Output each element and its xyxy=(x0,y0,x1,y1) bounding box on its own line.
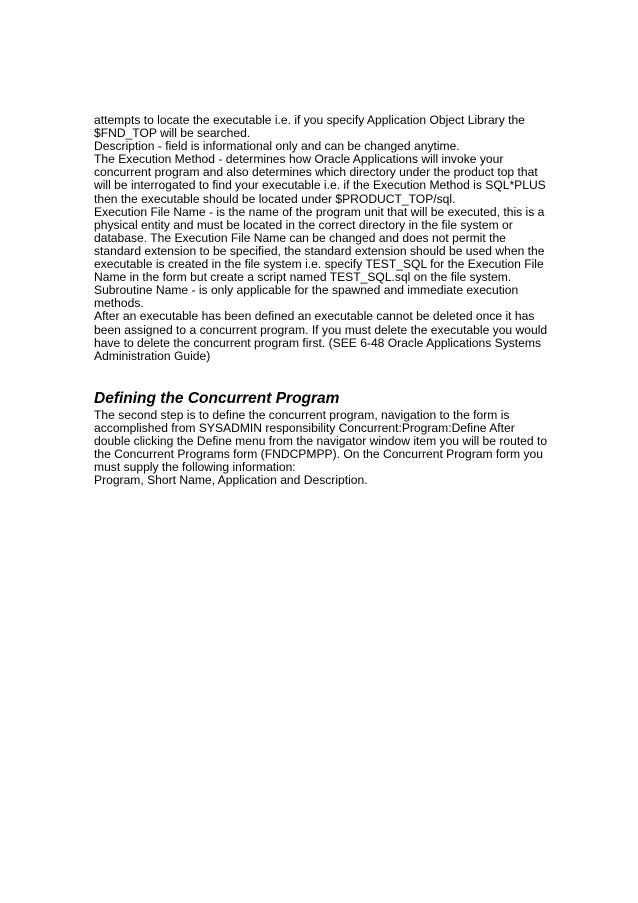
paragraph-subroutine-name: Subroutine Name - is only applicable for the spawned and immediate execution methods. xyxy=(94,283,519,311)
paragraph-required-fields: Program, Short Name, Application and Description. xyxy=(94,473,368,488)
concurrent-program-section xyxy=(94,409,554,488)
paragraph-execution-method: The Execution Method - determines how Oracle Applications will invoke your concurrent program and also determines which directory under the product top that will be interrogated to find your executable i.e. if the Execution Method is SQL*PLUS then the executable should be located under $PRODUCT_TOP/sql. xyxy=(94,152,546,206)
paragraph-description-field: Description - field is informational only and can be changed anytime. xyxy=(94,139,460,154)
paragraph-execution-file-name: Execution File Name - is the name of the program unit that will be executed, this is a physical entity and must be located in the correct directory in the file system or database. The Execution File Name can be changed and does not permit the standard extension to be specified, the standard extension should be used when the executable is created in the file system i.e. specify TEST_SQL for the Execution File Name in the form but create a script named TEST_SQL.sql on the file system. xyxy=(94,204,545,285)
executable-notes xyxy=(94,114,554,363)
paragraph-application-search: attempts to locate the executable i.e. if you specify Application Object Library the $FND_TOP will be searched. xyxy=(94,113,525,141)
paragraph-define-program: The second step is to define the concurrent program, navigation to the form is accomplished from SYSADMIN responsibility Concurrent:Program:Define After double clicking the Define menu from the navigator window item you will be routed to the Concurrent Programs form (FNDCPMPP). On the Concurrent Program form you must supply the following information: xyxy=(94,408,548,475)
paragraph-executable-deletion: After an executable has been defined an executable cannot be deleted once it has been assigned to a concurrent program. If you must delete the executable you would have to delete the concurrent program first. (SEE 6-48 Oracle Applications Systems Administration Guide) xyxy=(94,309,548,363)
section-heading: Defining the Concurrent Program xyxy=(94,390,340,407)
